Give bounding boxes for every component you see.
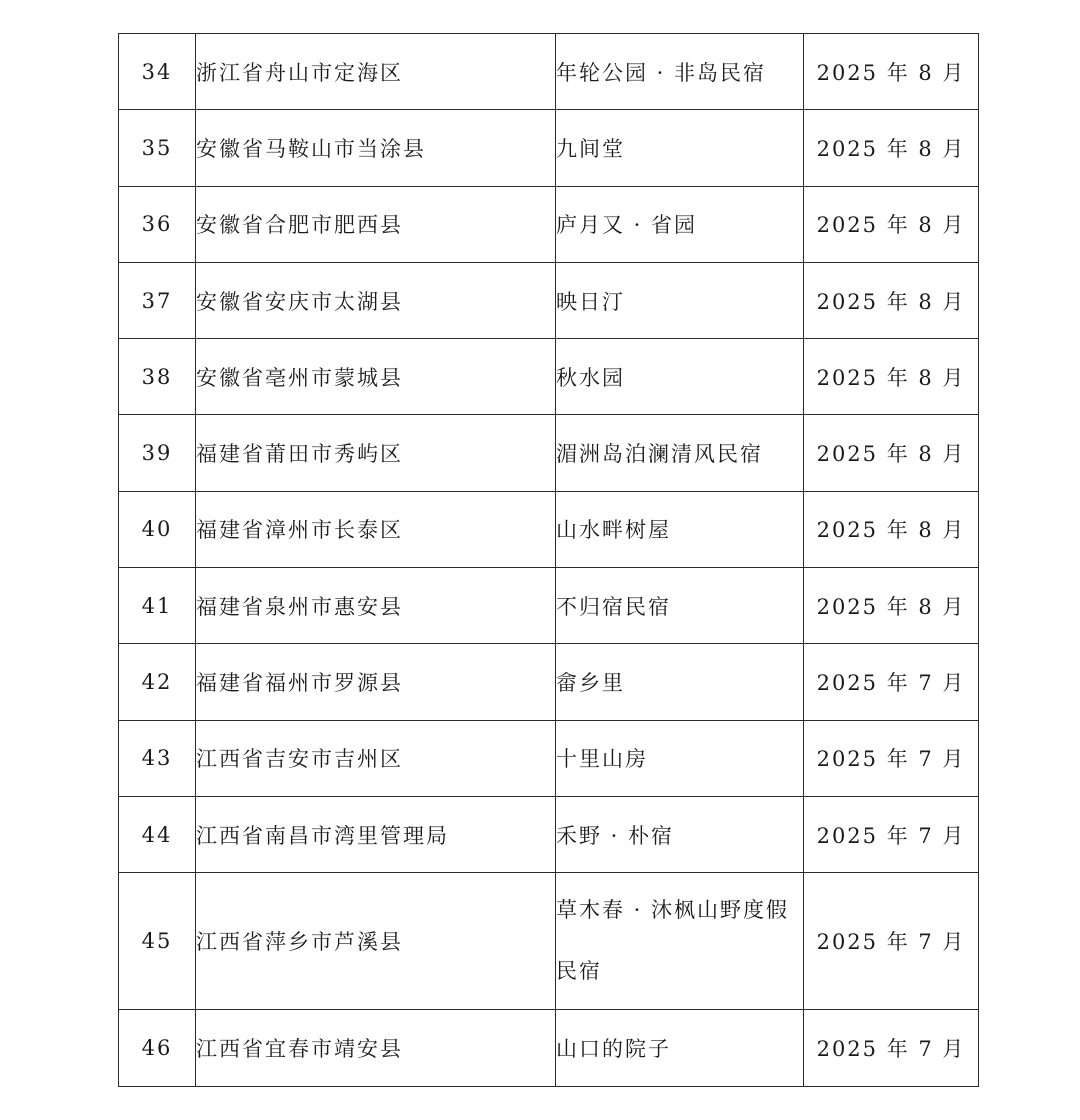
row-date: 2025 年 8 月	[804, 568, 979, 644]
table-row	[119, 110, 979, 186]
table-row	[119, 720, 979, 796]
row-homestay-name: 九间堂	[556, 110, 804, 186]
table-row	[119, 262, 979, 338]
row-date: 2025 年 8 月	[804, 34, 979, 110]
table-row	[119, 415, 979, 491]
table-row	[119, 491, 979, 567]
row-homestay-name: 庐月又 · 省园	[556, 186, 804, 262]
row-homestay-name: 秋水园	[556, 339, 804, 415]
table-row	[119, 34, 979, 110]
row-date: 2025 年 8 月	[804, 491, 979, 567]
row-homestay-name: 年轮公园 · 非岛民宿	[556, 34, 804, 110]
row-number: 35	[119, 110, 196, 186]
row-date: 2025 年 8 月	[804, 415, 979, 491]
row-number: 41	[119, 568, 196, 644]
row-date: 2025 年 8 月	[804, 262, 979, 338]
row-location: 福建省泉州市惠安县	[196, 568, 556, 644]
row-homestay-name: 湄洲岛泊澜清风民宿	[556, 415, 804, 491]
table-row	[119, 873, 979, 1010]
row-location: 安徽省安庆市太湖县	[196, 262, 556, 338]
table-row	[119, 186, 979, 262]
table-row	[119, 1010, 979, 1086]
row-location: 福建省福州市罗源县	[196, 644, 556, 720]
row-date: 2025 年 7 月	[804, 796, 979, 872]
row-location: 安徽省亳州市蒙城县	[196, 339, 556, 415]
row-homestay-name: 山水畔树屋	[556, 491, 804, 567]
row-date: 2025 年 8 月	[804, 339, 979, 415]
row-number: 38	[119, 339, 196, 415]
row-homestay-name: 映日汀	[556, 262, 804, 338]
row-number: 36	[119, 186, 196, 262]
row-date: 2025 年 7 月	[804, 644, 979, 720]
row-location: 江西省宜春市靖安县	[196, 1010, 556, 1086]
row-location: 江西省萍乡市芦溪县	[196, 873, 556, 1010]
table-row	[119, 796, 979, 872]
row-date: 2025 年 7 月	[804, 873, 979, 1010]
row-location: 安徽省马鞍山市当涂县	[196, 110, 556, 186]
row-date: 2025 年 7 月	[804, 720, 979, 796]
row-date: 2025 年 8 月	[804, 110, 979, 186]
table-row	[119, 568, 979, 644]
row-homestay-name: 禾野 · 朴宿	[556, 796, 804, 872]
row-number: 44	[119, 796, 196, 872]
row-number: 37	[119, 262, 196, 338]
row-number: 39	[119, 415, 196, 491]
row-homestay-name: 草木春 · 沐枫山野度假民宿	[556, 873, 804, 1010]
row-number: 40	[119, 491, 196, 567]
row-location: 江西省吉安市吉州区	[196, 720, 556, 796]
row-location: 福建省莆田市秀屿区	[196, 415, 556, 491]
row-date: 2025 年 7 月	[804, 1010, 979, 1086]
table-row	[119, 339, 979, 415]
row-location: 安徽省合肥市肥西县	[196, 186, 556, 262]
row-number: 45	[119, 873, 196, 1010]
table-row	[119, 644, 979, 720]
row-number: 42	[119, 644, 196, 720]
row-homestay-name: 不归宿民宿	[556, 568, 804, 644]
row-homestay-name: 山口的院子	[556, 1010, 804, 1086]
row-location: 福建省漳州市长泰区	[196, 491, 556, 567]
row-number: 46	[119, 1010, 196, 1086]
row-location: 江西省南昌市湾里管理局	[196, 796, 556, 872]
homestay-list-table	[118, 33, 979, 1087]
row-number: 43	[119, 720, 196, 796]
row-date: 2025 年 8 月	[804, 186, 979, 262]
row-location: 浙江省舟山市定海区	[196, 34, 556, 110]
row-homestay-name: 十里山房	[556, 720, 804, 796]
row-number: 34	[119, 34, 196, 110]
row-homestay-name: 畲乡里	[556, 644, 804, 720]
